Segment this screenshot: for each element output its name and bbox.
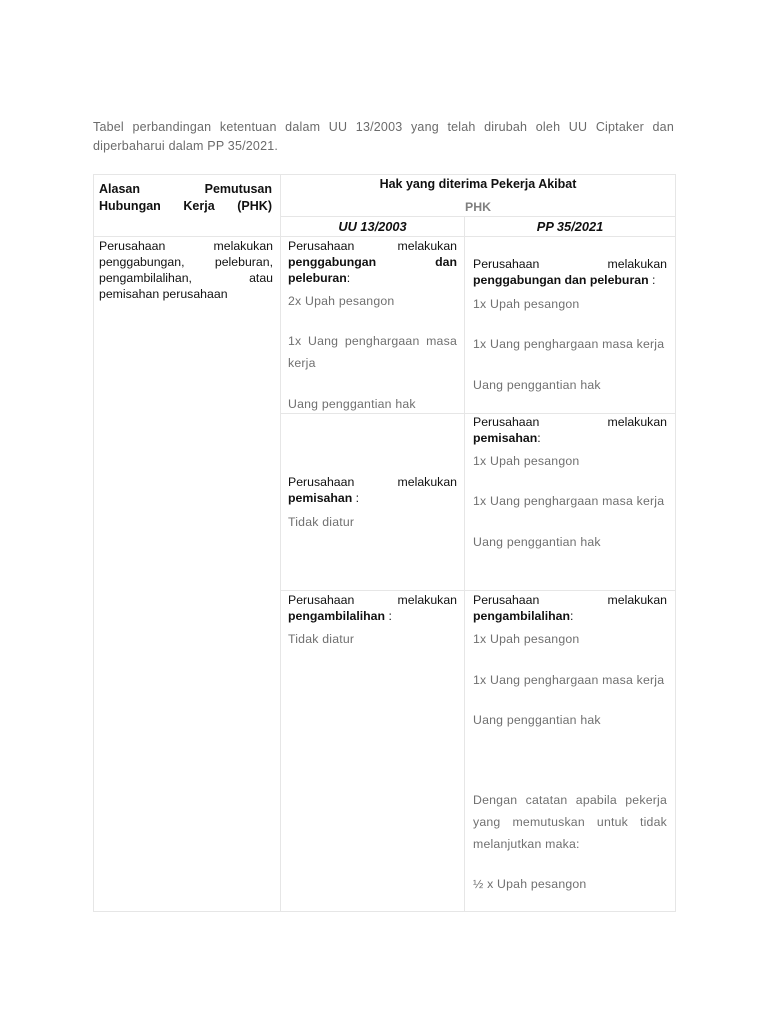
pp-acquisition-item-1: 1x Upah pesangon <box>473 632 580 646</box>
pp-separation-prefix: Perusahaan melakukan <box>473 415 667 429</box>
pp-acquisition-note-item: ½ x Upah pesangon <box>473 877 587 891</box>
pp-merger-item-3: Uang penggantian hak <box>473 378 601 392</box>
pp-separation-bold: pemisahan <box>473 431 538 445</box>
pp-acquisition-prefix: Perusahaan melakukan <box>473 593 667 607</box>
uu-separation-suffix: : <box>352 491 360 505</box>
reason-text: Perusahaan melakukan penggabungan, peleburan, pengambilalihan, atau pemisahan perusahaan <box>99 239 273 301</box>
pp-acquisition-note: Dengan catatan apabila pekerja yang memutuskan untuk tidak melanjutkan maka: <box>473 793 667 851</box>
pp-merger-item-1: 1x Upah pesangon <box>473 297 580 311</box>
uu-merger-suffix: : <box>346 271 351 285</box>
header-title-phk: PHK <box>465 200 491 214</box>
intro-paragraph: Tabel perbandingan ketentuan dalam UU 13/2003 yang telah dirubah oleh UU Ciptaker dan diperbaharui dalam PP 35/2021. <box>93 120 674 153</box>
uu-merger-item-1: 2x Upah pesangon <box>288 294 395 308</box>
uu-merger-prefix: Perusahaan melakukan <box>288 239 457 253</box>
pp-acquisition-heading <box>473 592 667 624</box>
uu-acquisition-heading <box>288 592 457 624</box>
pp-acquisition-bold: pengambilalihan <box>473 609 571 623</box>
pp-merger-bold: penggabungan dan peleburan <box>473 273 649 287</box>
pp-separation-heading <box>473 414 667 446</box>
pp-acquisition-suffix: : <box>570 609 574 623</box>
uu-acquisition-bold: pengambilalihan <box>288 609 386 623</box>
header-pp: PP 35/2021 <box>536 219 604 234</box>
uu-acquisition-suffix: : <box>385 609 392 623</box>
uu-separation-heading <box>288 474 457 506</box>
pp-acquisition-item-3: Uang penggantian hak <box>473 713 601 727</box>
pp-separation-suffix: : <box>537 431 541 445</box>
pp-separation-item-2: 1x Uang penghargaan masa kerja <box>473 494 665 508</box>
header-uu: UU 13/2003 <box>338 219 407 234</box>
pp-merger-prefix: Perusahaan melakukan <box>473 257 667 271</box>
uu-separation-note: Tidak diatur <box>288 515 355 529</box>
uu-separation-prefix: Perusahaan melakukan <box>288 475 457 489</box>
uu-separation-bold: pemisahan <box>288 491 353 505</box>
pp-merger-item-2: 1x Uang penghargaan masa kerja <box>473 337 665 351</box>
header-title: Hak yang diterima Pekerja Akibat <box>379 177 577 191</box>
uu-merger-heading <box>288 238 457 286</box>
uu-merger-bold: penggabungan dan peleburan <box>288 255 457 285</box>
header-reason-cell: Alasan Pemutusan Hubungan Kerja (PHK) <box>99 182 272 213</box>
uu-merger-item-2: 1x Uang penghargaan masa kerja <box>288 334 457 370</box>
pp-merger-heading <box>473 256 667 288</box>
uu-acquisition-note: Tidak diatur <box>288 632 355 646</box>
uu-acquisition-prefix: Perusahaan melakukan <box>288 593 457 607</box>
uu-merger-item-3: Uang penggantian hak <box>288 397 416 411</box>
pp-separation-item-1: 1x Upah pesangon <box>473 454 580 468</box>
pp-merger-suffix: : <box>648 273 656 287</box>
pp-acquisition-item-2: 1x Uang penghargaan masa kerja <box>473 673 665 687</box>
pp-separation-item-3: Uang penggantian hak <box>473 535 601 549</box>
